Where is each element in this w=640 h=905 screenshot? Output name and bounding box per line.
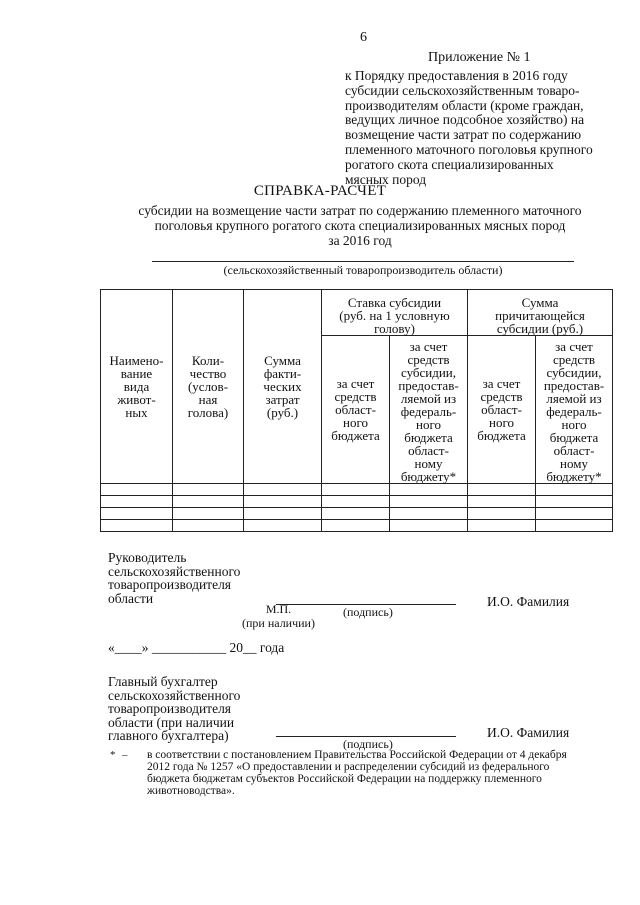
table-cell[interactable] (101, 484, 173, 496)
header-rate-federal: за счет средств субсидии, предостав- ляемой из федераль- ного бюджета област- ному бюджету* (390, 336, 468, 484)
accountant-full-name: И.О. Фамилия (487, 725, 570, 740)
header-sum-regional: за счет средств област- ного бюджета (468, 336, 536, 484)
table-cell[interactable] (468, 496, 536, 508)
table-cell[interactable] (536, 484, 613, 496)
table-cell[interactable] (173, 484, 244, 496)
accountant-signature-caption: (подпись) (343, 737, 393, 751)
table-cell[interactable] (101, 520, 173, 532)
table-cell[interactable] (536, 520, 613, 532)
document-title: СПРАВКА-РАСЧЕТ (253, 183, 387, 199)
table-row (101, 496, 613, 508)
header-subsidy-rate: Ставка субсидии (руб. на 1 условную голову) (322, 290, 468, 336)
accountant-title: Главный бухгалтер сельскохозяйственного товаропроизводителя области (при наличии главного бухгалтера) (108, 674, 241, 743)
footnote-text: в соответствии с постановлением Правительства Российской Федерации от 4 декабря 2012 года № 1257 «О предоставлении и распределении субсидий из федерального бюджета бюджетам субъектов Российской Федерации на поддержку племенного животноводства». (147, 749, 567, 797)
header-actual-costs: Сумма факти- ческих затрат (руб.) (244, 290, 322, 484)
head-signature-caption: (подпись) (343, 605, 393, 619)
table-cell[interactable] (173, 508, 244, 520)
table-cell[interactable] (536, 508, 613, 520)
header-subsidy-sum: Сумма причитающейся субсидии (руб.) (468, 290, 613, 336)
producer-name-line (152, 261, 574, 262)
subsidy-calculation-table (100, 289, 613, 532)
header-sum-federal: за счет средств субсидии, предостав- ляемой из федераль- ного бюджета област- ному бюджету* (536, 336, 613, 484)
table-cell[interactable] (468, 508, 536, 520)
page-number: 6 (360, 30, 367, 45)
header-quantity: Коли- чество (услов- ная голова) (173, 290, 244, 484)
table-cell[interactable] (390, 496, 468, 508)
table-cell[interactable] (244, 484, 322, 496)
head-full-name: И.О. Фамилия (487, 594, 570, 609)
table-cell[interactable] (390, 484, 468, 496)
table-cell[interactable] (244, 508, 322, 520)
footnote-dash: – (122, 749, 128, 761)
table-cell[interactable] (390, 508, 468, 520)
appendix-title: Приложение № 1 (428, 50, 531, 65)
table-row (101, 508, 613, 520)
producer-caption: (сельскохозяйственный товаропроизводитель области) (223, 263, 503, 277)
table-cell[interactable] (322, 508, 390, 520)
table-cell[interactable] (322, 496, 390, 508)
table-cell[interactable] (322, 484, 390, 496)
table-cell[interactable] (244, 520, 322, 532)
stamp-label: М.П. (при наличии) (242, 602, 315, 630)
table-cell[interactable] (173, 496, 244, 508)
table-cell[interactable] (101, 508, 173, 520)
table-cell[interactable] (173, 520, 244, 532)
table-cell[interactable] (322, 520, 390, 532)
table-cell[interactable] (468, 520, 536, 532)
table-row (101, 520, 613, 532)
table-cell[interactable] (390, 520, 468, 532)
head-title: Руководитель сельскохозяйственного товаропроизводителя области (108, 550, 241, 606)
table-row (101, 484, 613, 496)
date-line: «____» ___________ 20__ года (108, 640, 285, 655)
document-subtitle: субсидии на возмещение части затрат по содержанию племенного маточного поголовья крупного рогатого скота специализированных мясных пород за 2016 год (138, 203, 582, 248)
table-cell[interactable] (244, 496, 322, 508)
footnote-mark: * (110, 749, 116, 761)
table-cell[interactable] (468, 484, 536, 496)
header-rate-regional: за счет средств област- ного бюджета (322, 336, 390, 484)
table-cell[interactable] (101, 496, 173, 508)
header-animal-type: Наимено- вание вида живот- ных (101, 290, 173, 484)
table-cell[interactable] (536, 496, 613, 508)
appendix-reference: к Порядку предоставления в 2016 году субсидии сельскохозяйственным товаро- производителям области (кроме граждан, ведущих личное подсобное хозяйство) на возмещение части затрат по содержанию племенного маточного поголовья крупного рогатого скота специализированных мясных пород (345, 68, 593, 187)
